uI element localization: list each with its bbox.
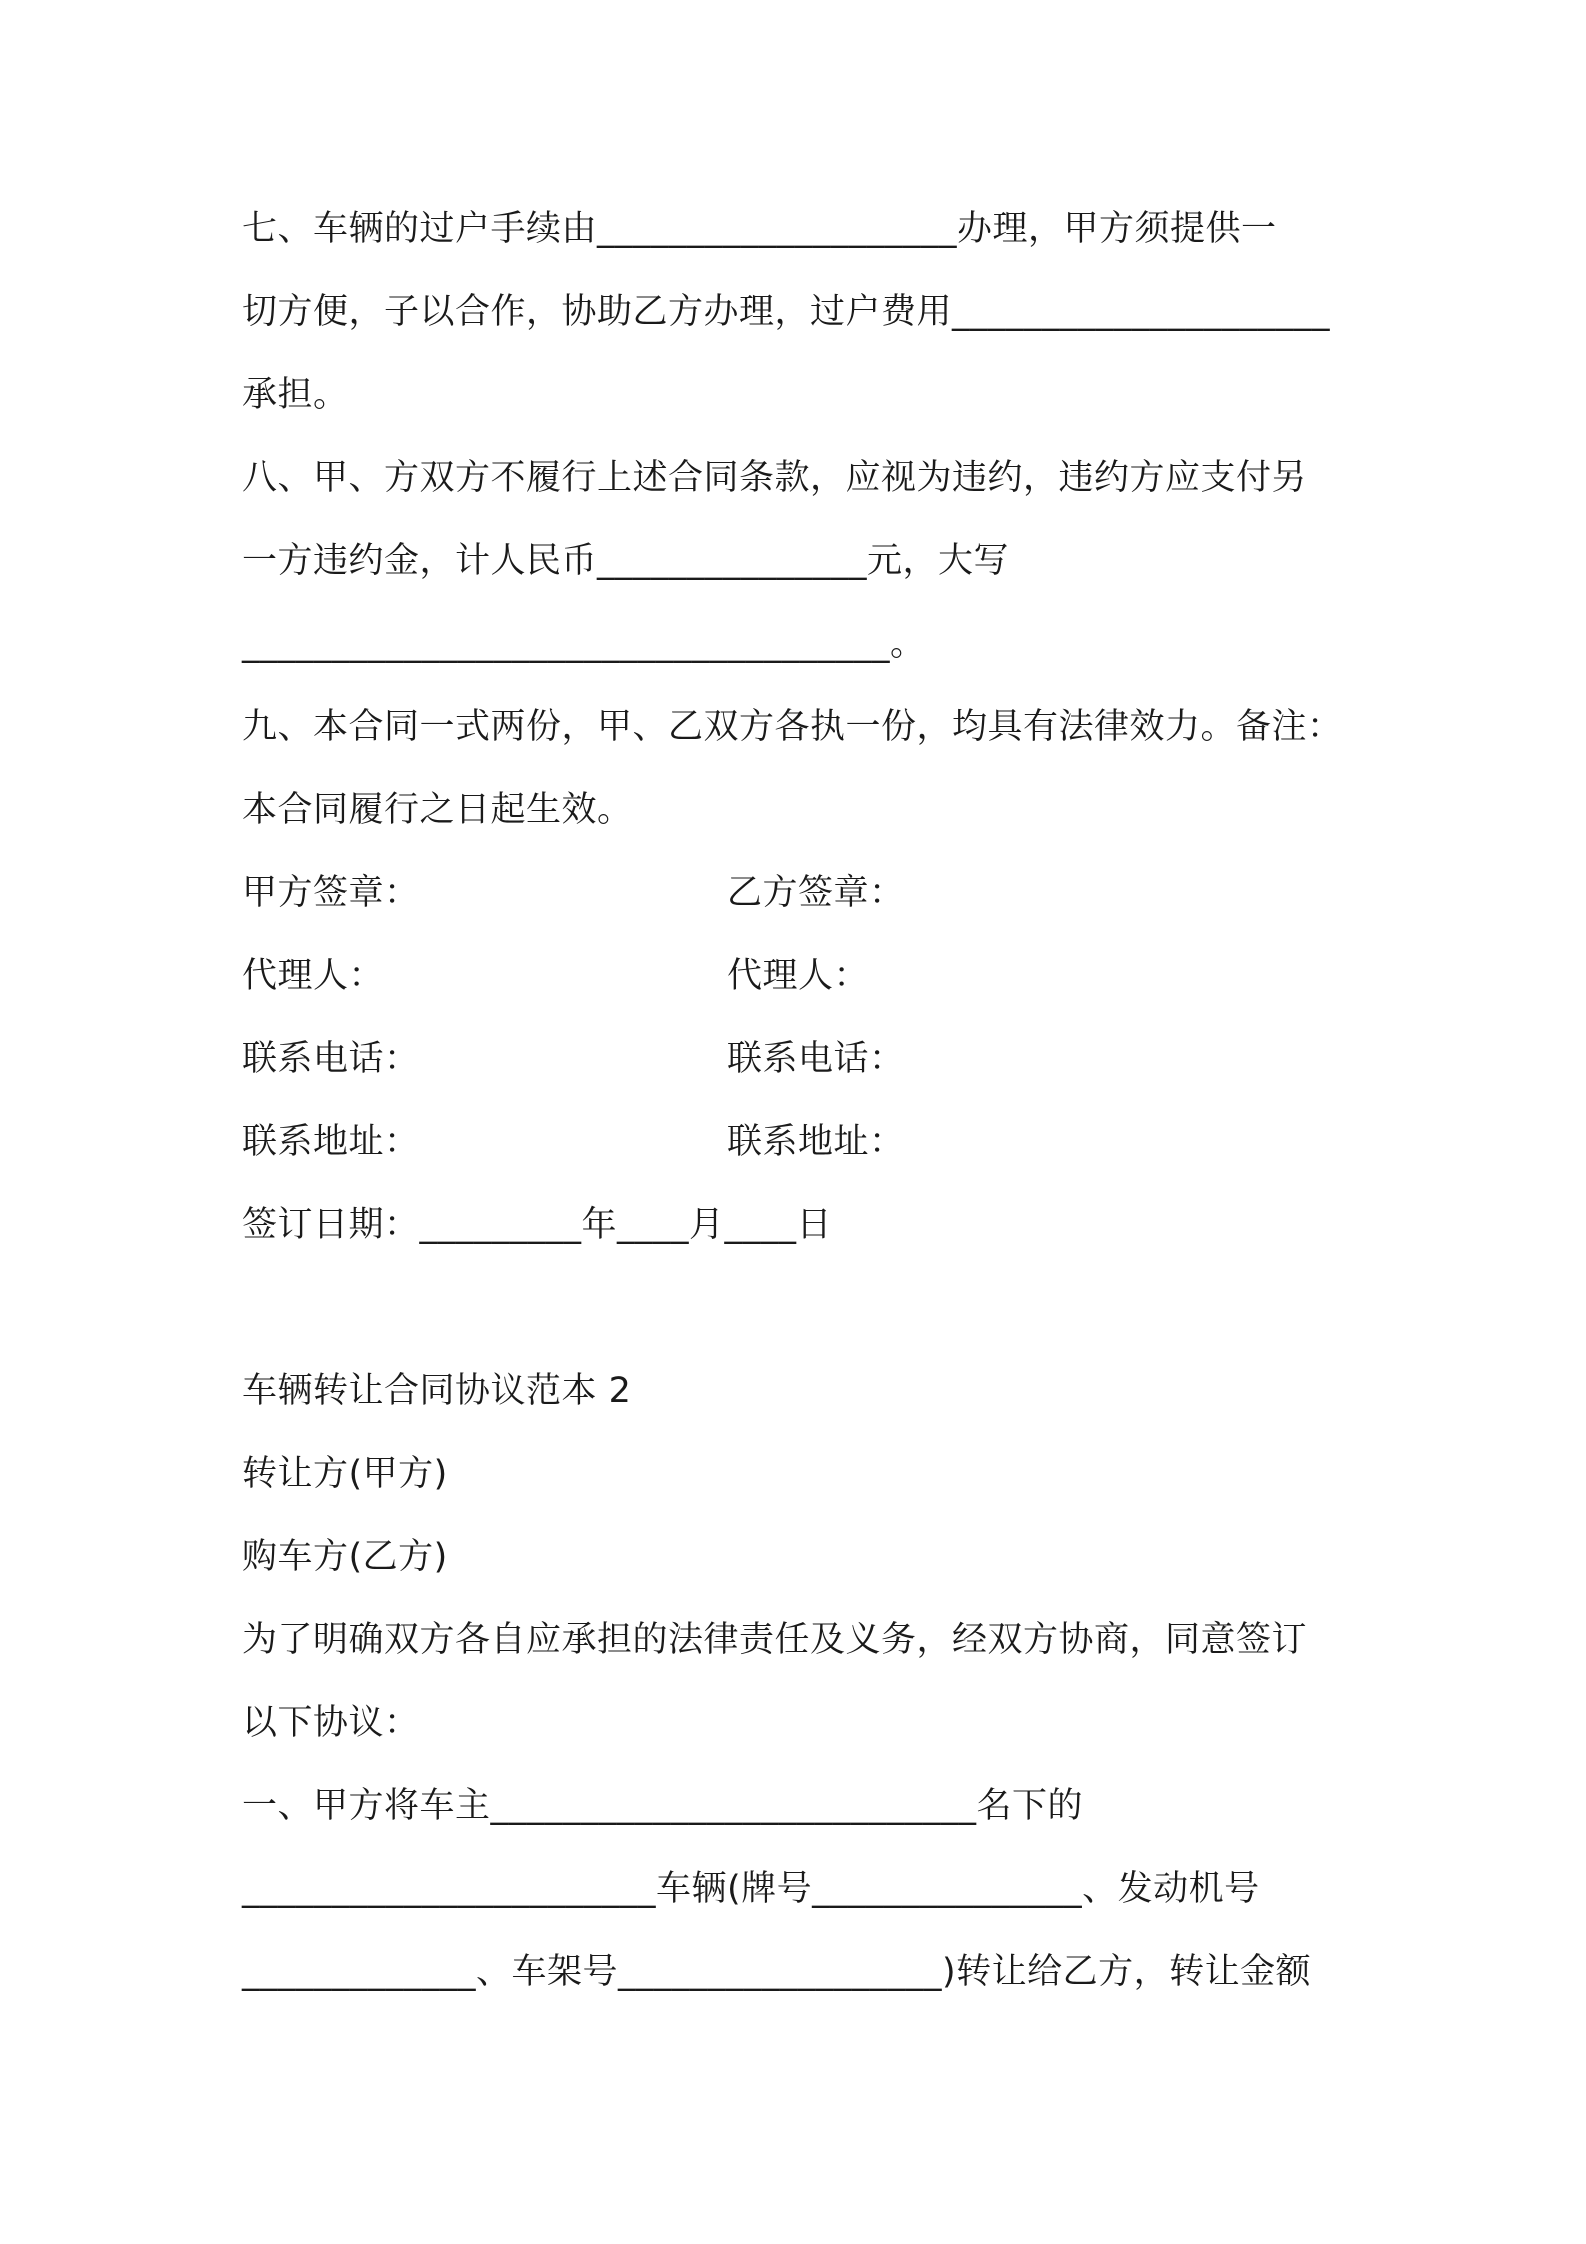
clause-9-line-1: 九、本合同一式两份，甲、乙双方各执一份，均具有法律效力。备注： bbox=[242, 707, 1343, 747]
clause-8-line-2: 一方违约金，计人民币_______________元，大写 bbox=[242, 541, 1010, 581]
clause-1-line-3: _____________、车架号__________________)转让给乙方，转让金额 bbox=[242, 1952, 1312, 1992]
party-b-phone-label: 联系电话： bbox=[727, 1039, 905, 1079]
signature-row-phone bbox=[242, 1034, 1362, 1084]
clause-1-line-1: 一、甲方将车主___________________________名下的 bbox=[242, 1786, 1084, 1826]
intro-line-1: 为了明确双方各自应承担的法律责任及义务，经双方协商，同意签订 bbox=[242, 1620, 1308, 1660]
document-page bbox=[242, 0, 1362, 2244]
buyer-label: 购车方(乙方) bbox=[242, 1537, 448, 1577]
clause-8-line-3: ____________________________________。 bbox=[242, 624, 926, 664]
sign-date-line: 签订日期：_________年____月____日 bbox=[242, 1205, 833, 1245]
clause-7-line-3: 承担。 bbox=[242, 375, 349, 415]
signature-row-agent bbox=[242, 951, 1362, 1001]
party-b-agent-label: 代理人： bbox=[727, 956, 870, 996]
section-2-title: 车辆转让合同协议范本 2 bbox=[242, 1371, 632, 1411]
clause-7-line-1: 七、车辆的过户手续由____________________办理，甲方须提供一 bbox=[242, 209, 1277, 249]
party-b-address-label: 联系地址： bbox=[727, 1122, 905, 1162]
intro-line-2: 以下协议： bbox=[242, 1703, 420, 1743]
party-b-seal-label: 乙方签章： bbox=[727, 873, 905, 913]
clause-1-line-2: _______________________车辆(牌号_______________、发动机号 bbox=[242, 1869, 1260, 1909]
party-a-address-label: 联系地址： bbox=[242, 1122, 420, 1162]
party-a-seal-label: 甲方签章： bbox=[242, 873, 420, 913]
party-a-agent-label: 代理人： bbox=[242, 956, 385, 996]
clause-9-line-2: 本合同履行之日起生效。 bbox=[242, 790, 633, 830]
clause-7-line-2: 切方便，子以合作，协助乙方办理，过户费用_____________________ bbox=[242, 292, 1331, 332]
signature-row-seal bbox=[242, 868, 1362, 918]
clause-8-line-1: 八、甲、方双方不履行上述合同条款，应视为违约，违约方应支付另 bbox=[242, 458, 1308, 498]
party-a-phone-label: 联系电话： bbox=[242, 1039, 420, 1079]
transferor-label: 转让方(甲方) bbox=[242, 1454, 448, 1494]
signature-row-address bbox=[242, 1117, 1362, 1167]
